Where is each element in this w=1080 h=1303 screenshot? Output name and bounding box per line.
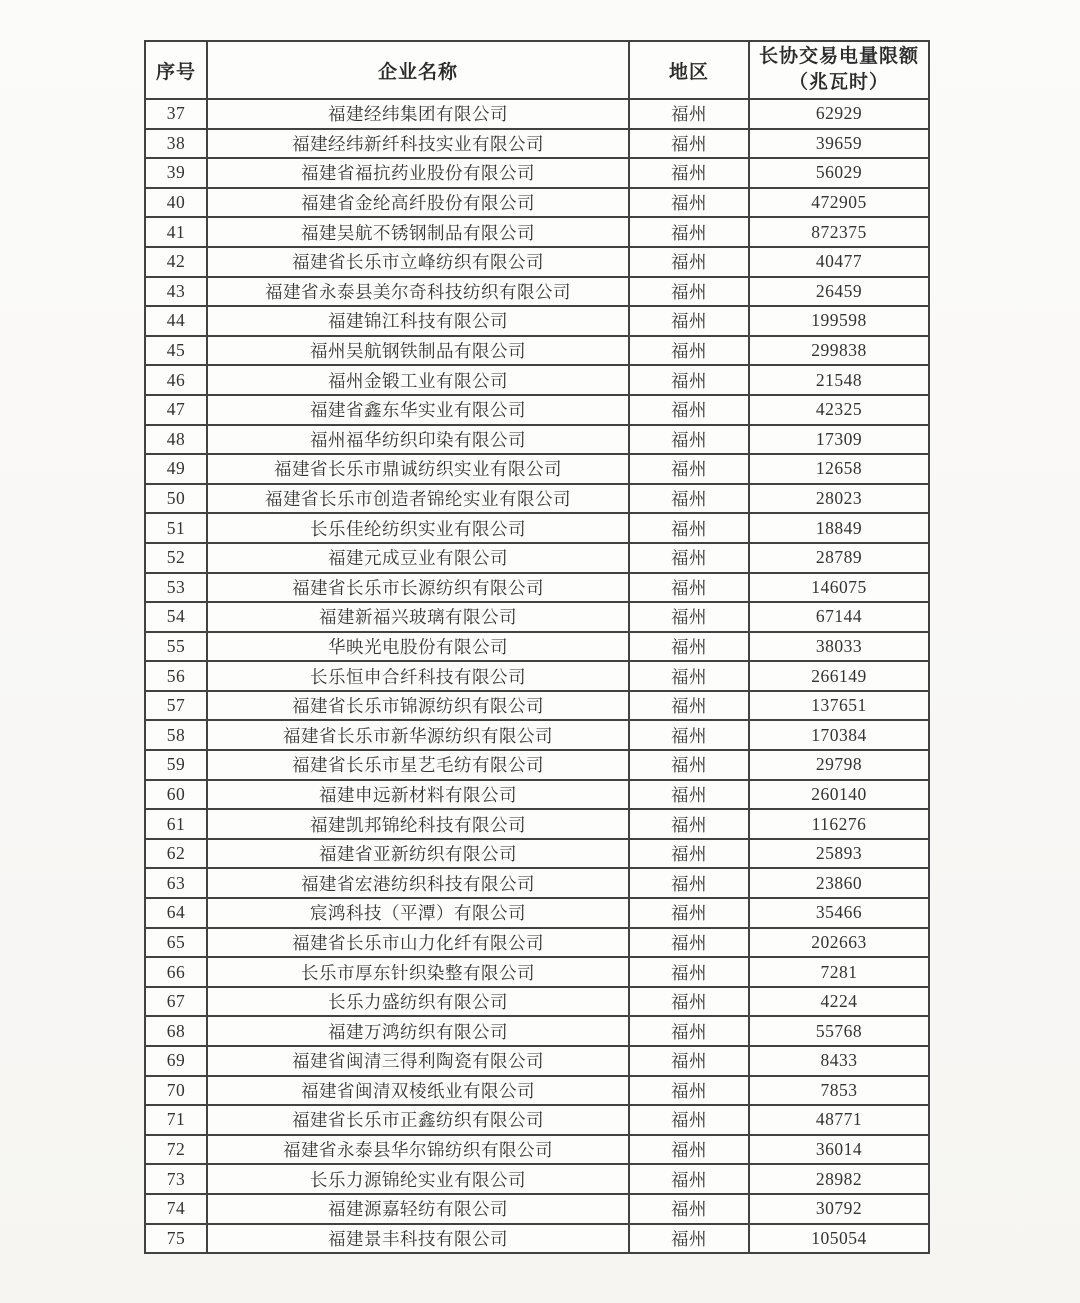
cell-region: 福州 [629,928,749,958]
cell-quota: 36014 [749,1135,929,1165]
table-row [145,1135,929,1165]
cell-no: 68 [145,1016,207,1046]
cell-quota: 4224 [749,987,929,1017]
table-row [145,129,929,159]
cell-quota: 260140 [749,780,929,810]
table-row [145,543,929,573]
cell-quota: 872375 [749,217,929,247]
cell-region: 福州 [629,602,749,632]
cell-region: 福州 [629,158,749,188]
cell-company: 福建省长乐市正鑫纺织有限公司 [207,1105,629,1135]
cell-company: 福建吴航不锈钢制品有限公司 [207,217,629,247]
table-row [145,395,929,425]
cell-no: 71 [145,1105,207,1135]
cell-region: 福州 [629,1016,749,1046]
cell-no: 42 [145,247,207,277]
cell-company: 福建万鸿纺织有限公司 [207,1016,629,1046]
cell-region: 福州 [629,809,749,839]
table-row [145,1046,929,1076]
cell-company: 福州福华纺织印染有限公司 [207,425,629,455]
table-row [145,573,929,603]
table-row [145,898,929,928]
cell-no: 44 [145,306,207,336]
cell-region: 福州 [629,336,749,366]
cell-quota: 116276 [749,809,929,839]
cell-no: 51 [145,513,207,543]
table-row [145,839,929,869]
table-row [145,188,929,218]
cell-company: 福建省宏港纺织科技有限公司 [207,868,629,898]
cell-region: 福州 [629,957,749,987]
table-body [145,99,929,1253]
cell-quota: 7281 [749,957,929,987]
cell-no: 66 [145,957,207,987]
cell-quota: 42325 [749,395,929,425]
table-row [145,1224,929,1254]
cell-no: 48 [145,425,207,455]
cell-company: 福建省长乐市山力化纤有限公司 [207,928,629,958]
cell-region: 福州 [629,543,749,573]
cell-quota: 266149 [749,661,929,691]
cell-no: 59 [145,750,207,780]
cell-region: 福州 [629,987,749,1017]
cell-region: 福州 [629,217,749,247]
cell-quota: 202663 [749,928,929,958]
cell-region: 福州 [629,425,749,455]
cell-quota: 146075 [749,573,929,603]
table-row [145,217,929,247]
cell-quota: 26459 [749,277,929,307]
cell-quota: 67144 [749,602,929,632]
cell-quota: 23860 [749,868,929,898]
cell-region: 福州 [629,484,749,514]
cell-no: 73 [145,1164,207,1194]
cell-region: 福州 [629,632,749,662]
cell-quota: 8433 [749,1046,929,1076]
cell-region: 福州 [629,839,749,869]
cell-no: 38 [145,129,207,159]
table-row [145,1016,929,1046]
cell-no: 37 [145,99,207,129]
cell-region: 福州 [629,1224,749,1254]
cell-company: 长乐佳纶纺织实业有限公司 [207,513,629,543]
table-row [145,365,929,395]
cell-region: 福州 [629,1076,749,1106]
cell-company: 长乐力源锦纶实业有限公司 [207,1164,629,1194]
cell-company: 福建元成豆业有限公司 [207,543,629,573]
cell-no: 53 [145,573,207,603]
cell-quota: 28982 [749,1164,929,1194]
table-row [145,691,929,721]
cell-region: 福州 [629,720,749,750]
cell-no: 39 [145,158,207,188]
cell-quota: 28023 [749,484,929,514]
cell-no: 72 [145,1135,207,1165]
cell-quota: 21548 [749,365,929,395]
cell-quota: 35466 [749,898,929,928]
cell-company: 福建省长乐市星艺毛纺有限公司 [207,750,629,780]
cell-quota: 48771 [749,1105,929,1135]
quota-table [144,40,930,1254]
cell-company: 福建省鑫东华实业有限公司 [207,395,629,425]
cell-quota: 199598 [749,306,929,336]
cell-no: 56 [145,661,207,691]
cell-region: 福州 [629,868,749,898]
cell-quota: 40477 [749,247,929,277]
cell-company: 福建省永泰县美尔奇科技纺织有限公司 [207,277,629,307]
table-row [145,247,929,277]
header-cell-region: 地区 [629,41,749,99]
cell-quota: 28789 [749,543,929,573]
cell-quota: 29798 [749,750,929,780]
cell-no: 52 [145,543,207,573]
cell-no: 54 [145,602,207,632]
cell-region: 福州 [629,277,749,307]
cell-region: 福州 [629,1046,749,1076]
cell-region: 福州 [629,454,749,484]
cell-company: 长乐市厚东针织染整有限公司 [207,957,629,987]
cell-no: 46 [145,365,207,395]
cell-company: 华映光电股份有限公司 [207,632,629,662]
cell-region: 福州 [629,573,749,603]
cell-quota: 137651 [749,691,929,721]
cell-no: 55 [145,632,207,662]
cell-quota: 62929 [749,99,929,129]
cell-quota: 7853 [749,1076,929,1106]
table-row [145,306,929,336]
cell-quota: 299838 [749,336,929,366]
cell-region: 福州 [629,898,749,928]
cell-no: 62 [145,839,207,869]
cell-quota: 472905 [749,188,929,218]
cell-quota: 12658 [749,454,929,484]
cell-quota: 56029 [749,158,929,188]
table-row [145,809,929,839]
cell-company: 福建源嘉轻纺有限公司 [207,1194,629,1224]
cell-region: 福州 [629,1194,749,1224]
table-row [145,750,929,780]
cell-region: 福州 [629,691,749,721]
cell-company: 福建省长乐市创造者锦纶实业有限公司 [207,484,629,514]
cell-quota: 38033 [749,632,929,662]
cell-no: 40 [145,188,207,218]
cell-no: 57 [145,691,207,721]
cell-region: 福州 [629,1135,749,1165]
cell-quota: 170384 [749,720,929,750]
table-row [145,277,929,307]
cell-company: 福建省永泰县华尔锦纺织有限公司 [207,1135,629,1165]
cell-no: 43 [145,277,207,307]
table-row [145,1164,929,1194]
quota-header-line1: 长协交易电量限额 [758,46,919,68]
cell-region: 福州 [629,1164,749,1194]
cell-quota: 17309 [749,425,929,455]
cell-no: 45 [145,336,207,366]
cell-region: 福州 [629,247,749,277]
table-row [145,484,929,514]
cell-company: 福建省长乐市新华源纺织有限公司 [207,720,629,750]
cell-company: 福建锦江科技有限公司 [207,306,629,336]
cell-company: 福建省长乐市锦源纺织有限公司 [207,691,629,721]
cell-company: 福建申远新材料有限公司 [207,780,629,810]
cell-company: 福建经纬新纤科技实业有限公司 [207,129,629,159]
table-row [145,602,929,632]
cell-company: 长乐恒申合纤科技有限公司 [207,661,629,691]
cell-region: 福州 [629,750,749,780]
table-row [145,99,929,129]
table-row [145,1194,929,1224]
cell-no: 60 [145,780,207,810]
cell-region: 福州 [629,99,749,129]
table-row [145,720,929,750]
cell-region: 福州 [629,1105,749,1135]
cell-no: 65 [145,928,207,958]
cell-region: 福州 [629,661,749,691]
cell-company: 福建省金纶高纤股份有限公司 [207,188,629,218]
table-row [145,928,929,958]
cell-company: 长乐力盛纺织有限公司 [207,987,629,1017]
table-row [145,454,929,484]
cell-quota: 18849 [749,513,929,543]
cell-company: 福州吴航钢铁制品有限公司 [207,336,629,366]
cell-company: 福建新福兴玻璃有限公司 [207,602,629,632]
cell-no: 70 [145,1076,207,1106]
cell-no: 50 [145,484,207,514]
table-row [145,957,929,987]
cell-no: 49 [145,454,207,484]
cell-quota: 55768 [749,1016,929,1046]
cell-company: 福州金锻工业有限公司 [207,365,629,395]
cell-no: 63 [145,868,207,898]
cell-region: 福州 [629,513,749,543]
cell-no: 75 [145,1224,207,1254]
cell-company: 福建经纬集团有限公司 [207,99,629,129]
table-row [145,513,929,543]
table-row [145,1105,929,1135]
cell-company: 福建省闽清三得利陶瓷有限公司 [207,1046,629,1076]
header-cell-no: 序号 [145,41,207,99]
cell-no: 64 [145,898,207,928]
header-cell-quota [749,41,929,99]
cell-company: 福建省长乐市鼎诚纺织实业有限公司 [207,454,629,484]
cell-company: 福建省亚新纺织有限公司 [207,839,629,869]
cell-quota: 39659 [749,129,929,159]
cell-company: 福建省福抗药业股份有限公司 [207,158,629,188]
cell-no: 67 [145,987,207,1017]
cell-company: 福建省闽清双棱纸业有限公司 [207,1076,629,1106]
cell-region: 福州 [629,365,749,395]
cell-region: 福州 [629,188,749,218]
cell-quota: 30792 [749,1194,929,1224]
cell-region: 福州 [629,306,749,336]
table-row [145,868,929,898]
quota-header-line2: （兆瓦时） [788,72,889,93]
cell-region: 福州 [629,129,749,159]
table-row [145,661,929,691]
table-row [145,336,929,366]
cell-company: 福建省长乐市长源纺织有限公司 [207,573,629,603]
table-row [145,1076,929,1106]
cell-company: 福建凯邦锦纶科技有限公司 [207,809,629,839]
table-header-row [145,41,929,99]
cell-company: 福建景丰科技有限公司 [207,1224,629,1254]
cell-no: 41 [145,217,207,247]
cell-region: 福州 [629,780,749,810]
cell-no: 58 [145,720,207,750]
cell-no: 47 [145,395,207,425]
table-row [145,425,929,455]
table-row [145,158,929,188]
table-row [145,632,929,662]
cell-company: 宸鸿科技（平潭）有限公司 [207,898,629,928]
cell-quota: 25893 [749,839,929,869]
cell-no: 61 [145,809,207,839]
cell-no: 74 [145,1194,207,1224]
header-cell-company: 企业名称 [207,41,629,99]
cell-quota: 105054 [749,1224,929,1254]
cell-region: 福州 [629,395,749,425]
cell-no: 69 [145,1046,207,1076]
cell-company: 福建省长乐市立峰纺织有限公司 [207,247,629,277]
table-row [145,780,929,810]
table-row [145,987,929,1017]
